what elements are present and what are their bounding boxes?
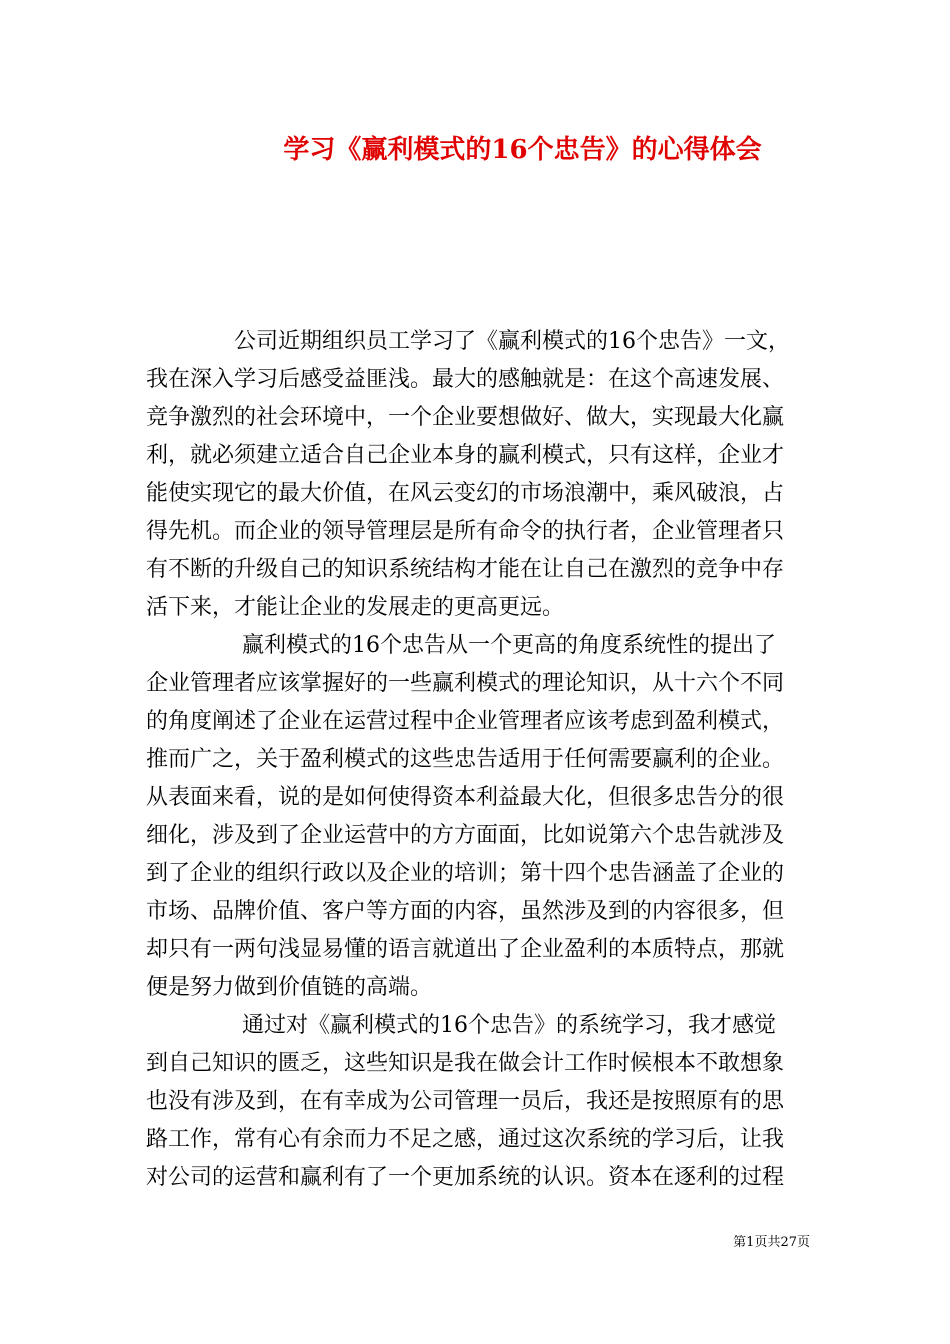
paragraph-line: 能使实现它的最大价值，在风云变幻的市场浪潮中，乘风破浪，占 <box>146 481 785 506</box>
paragraph-line: 从表面来看，说的是如何使得资本利益最大化，但很多忠告分的很 <box>146 785 785 810</box>
paragraph-line: 到自己知识的匮乏，这些知识是我在做会计工作时候根本不敢想象 <box>146 1051 785 1076</box>
paragraph-line: 便是努力做到价值链的高端。 <box>146 975 433 1000</box>
paragraph-line: 竞争激烈的社会环境中，一个企业要想做好、做大，实现最大化赢 <box>146 405 785 430</box>
paragraph-line: 企业管理者应该掌握好的一些赢利模式的理论知识，从十六个不同 <box>146 671 785 696</box>
paragraph-line: 有不断的升级自己的知识系统结构才能在让自己在激烈的竞争中存 <box>146 557 785 582</box>
document-title: 学习《赢利模式的16个忠告》的心得体会 <box>283 135 762 165</box>
paragraph-line: 市场、品牌价值、客户等方面的内容，虽然涉及到的内容很多，但 <box>146 899 785 924</box>
paragraph-line: 推而广之，关于盈利模式的这些忠告适用于任何需要赢利的企业。 <box>146 747 785 772</box>
paragraph-line: 利，就必须建立适合自己企业本身的赢利模式，只有这样，企业才 <box>146 443 785 468</box>
paragraph-line: 我在深入学习后感受益匪浅。最大的感触就是：在这个高速发展、 <box>146 367 785 392</box>
paragraph-line: 也没有涉及到，在有幸成为公司管理一员后，我还是按照原有的思 <box>146 1089 785 1114</box>
paragraph-line: 到了企业的组织行政以及企业的培训；第十四个忠告涵盖了企业的 <box>146 861 785 886</box>
paragraph-line: 得先机。而企业的领导管理层是所有命令的执行者，企业管理者只 <box>146 519 785 544</box>
paragraph-line: 赢利模式的16个忠告从一个更高的角度系统性的提出了 <box>242 633 776 658</box>
document-body <box>146 323 810 1197</box>
page-number-footer: 第1页共27页 <box>733 1235 810 1250</box>
paragraph-line: 公司近期组织员工学习了《赢利模式的16个忠告》一文， <box>234 329 790 354</box>
paragraph-line: 却只有一两句浅显易懂的语言就道出了企业盈利的本质特点，那就 <box>146 937 785 962</box>
paragraph-line: 活下来，才能让企业的发展走的更高更远。 <box>146 595 565 620</box>
paragraph-line: 路工作，常有心有余而力不足之感，通过这次系统的学习后，让我 <box>146 1127 785 1152</box>
paragraph-line: 通过对《赢利模式的16个忠告》的系统学习，我才感觉 <box>242 1013 776 1038</box>
paragraph-line: 细化，涉及到了企业运营中的方方面面，比如说第六个忠告就涉及 <box>146 823 785 848</box>
paragraph-line: 对公司的运营和赢利有了一个更加系统的认识。资本在逐利的过程 <box>146 1165 785 1190</box>
paragraph-line: 的角度阐述了企业在运营过程中企业管理者应该考虑到盈利模式， <box>146 709 785 734</box>
